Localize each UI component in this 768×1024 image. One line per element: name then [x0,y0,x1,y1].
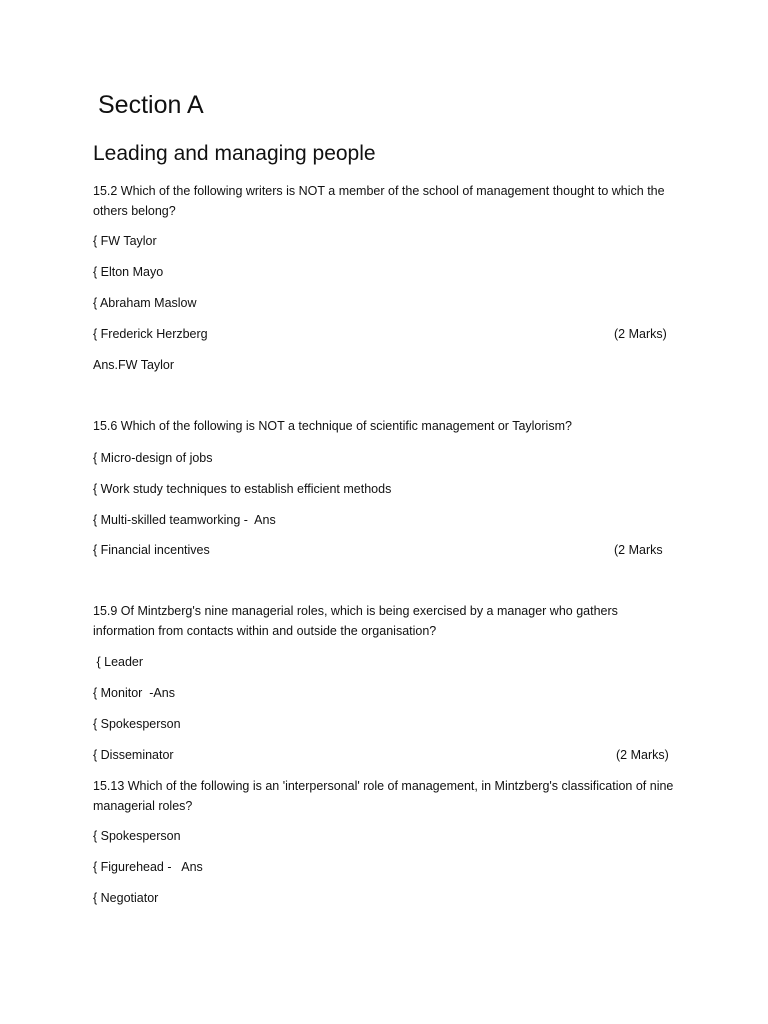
question-text: 15.2 Which of the following writers is NOT a member of the school of management thought to which the others belong? [93,184,665,218]
section-title: Section A [98,91,204,119]
option: { FW Taylor [93,234,157,248]
option: { Disseminator [93,748,174,762]
option: { Spokesperson [93,717,181,731]
option: { Work study techniques to establish efficient methods [93,482,392,496]
option: { Multi-skilled teamworking - Ans [93,513,276,527]
option: { Leader [93,655,144,669]
option: { Elton Mayo [93,265,164,279]
option: { Frederick Herzberg [93,327,208,341]
option: { Spokesperson [93,829,181,843]
option: { Micro-design of jobs [93,451,213,465]
marks-label: (2 Marks [614,543,663,557]
answer: Ans.FW Taylor [93,358,175,372]
option: { Figurehead - Ans [93,860,203,874]
option: { Financial incentives [93,543,210,557]
question-text: 15.9 Of Mintzberg's nine managerial roles, which is being exercised by a manager who gathers information from contacts within and outside the organisation? [93,604,618,638]
marks-label: (2 Marks) [614,327,667,341]
page-title: Leading and managing people [93,142,376,165]
option: { Monitor -Ans [93,686,175,700]
question-text: 15.6 Which of the following is NOT a technique of scientific management or Taylorism? [93,419,572,433]
marks-label: (2 Marks) [616,748,669,762]
option: { Negotiator [93,891,159,905]
question-text: 15.13 Which of the following is an 'interpersonal' role of management, in Mintzberg's classification of nine managerial roles? [93,779,674,813]
option: { Abraham Maslow [93,296,197,310]
